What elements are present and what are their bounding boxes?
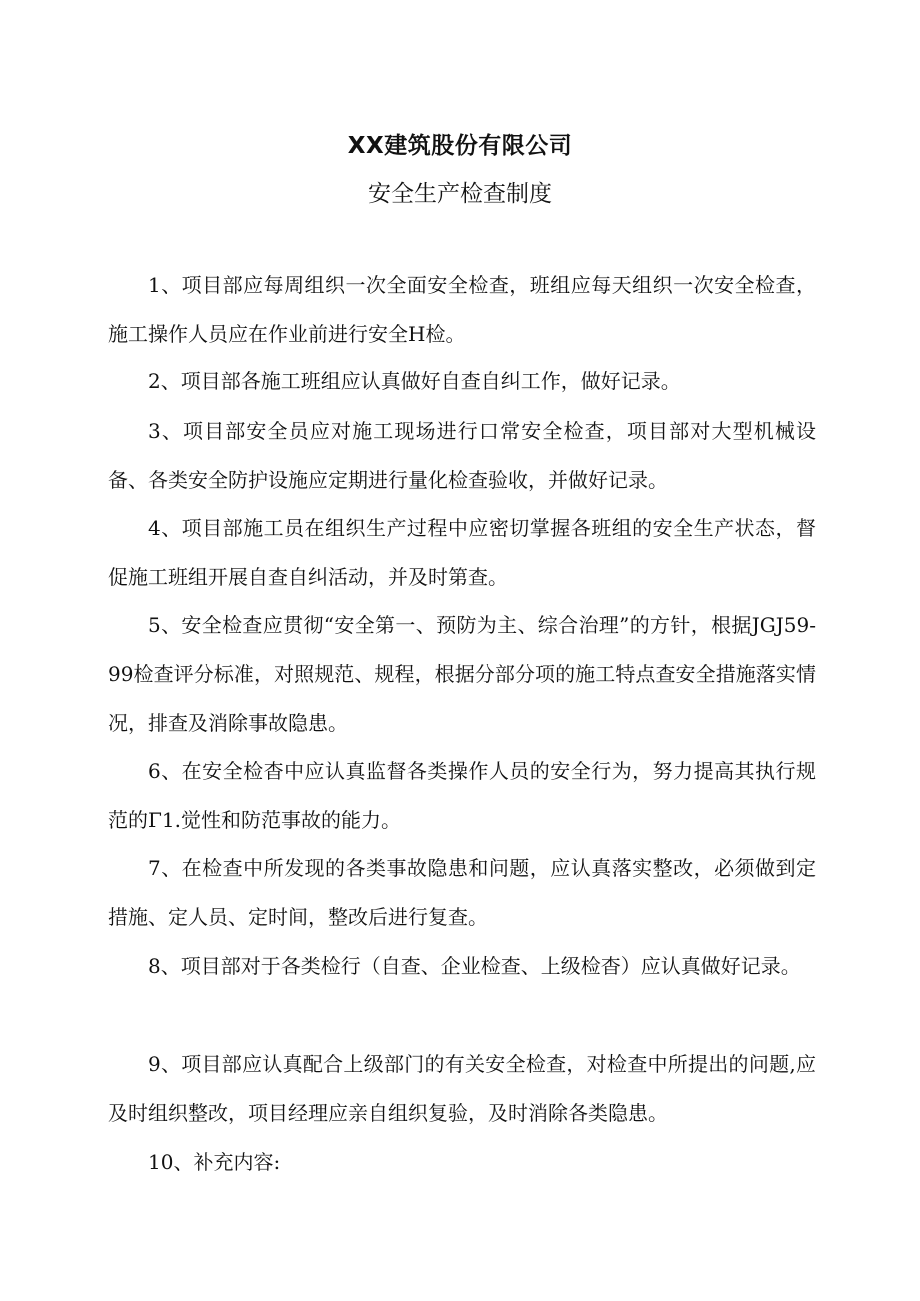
paragraph-9: 9、项目部应认真配合上级部门的有关安全检查，对检查中所提出的问题,应及时组织整改，项目经理应亲自组织复验，及时消除各类隐患。	[108, 1052, 816, 1125]
paragraph-10: 10、补充内容:	[148, 1150, 281, 1174]
document-title: 安全生产检查制度	[368, 181, 552, 207]
paragraph-4: 4、项目部施工员在组织生产过程中应密切掌握各班组的安全生产状态，督促施工班组开展自查自纠活动，并及时第查。	[108, 516, 816, 589]
paragraph-3: 3、项目部安全员应对施工现场进行口常安全检查，项目部对大型机械设备、各类安全防护设施应定期进行量化检查验收，并做好记录。	[108, 419, 816, 492]
company-title: XX建筑股份有限公司	[347, 133, 573, 159]
paragraph-2: 2、项目部各施工班组应认真做好自查自纠工作，做好记录。	[148, 369, 681, 393]
paragraph-8: 8、项目部对于各类检行（自查、企业检查、上级检杳）应认真做好记录。	[148, 954, 801, 978]
paragraph-7: 7、在检查中所发现的各类事故隐患和问题，应认真落实整改，必须做到定措施、定人员、定时间，整改后进行复查。	[108, 856, 816, 929]
paragraph-5: 5、安全检查应贯彻“安全第一、预防为主、综合治理”的方针，根据JGJ59-99检查评分标准，对照规范、规程，根据分部分项的施工特点查安全措施落实情况，排查及消除事故隐患。	[108, 613, 816, 735]
paragraph-1: 1、项目部应每周组织一次全面安全检查，班组应每天组织一次安全检查，施工操作人员应在作业前进行安全H检。	[108, 273, 816, 346]
paragraph-6: 6、在安全检杳中应认真监督各类操作人员的安全行为，努力提高其执行规范的Γ1.觉性和防范事故的能力。	[108, 759, 816, 832]
